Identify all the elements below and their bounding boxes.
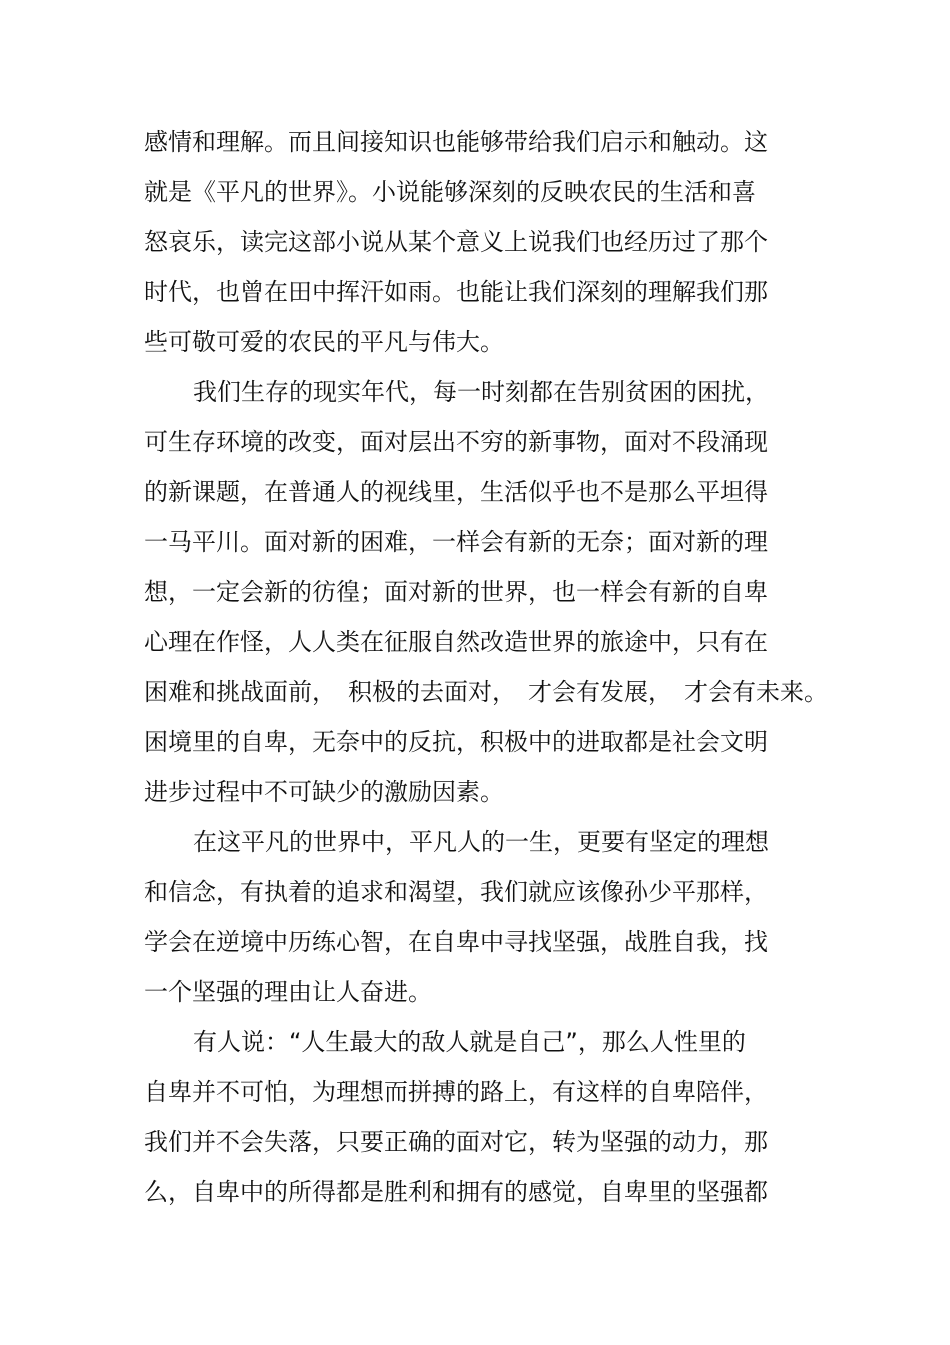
text-line: 进步过程中不可缺少的激励因素。 [144, 778, 504, 806]
text-line: 感情和理解。而且间接知识也能够带给我们启示和触动。这 [144, 128, 768, 156]
text-line: 困难和挑战面前， 积极的去面对， 才会有发展， 才会有未来。 [144, 678, 828, 706]
text-line: 想，一定会新的彷徨；面对新的世界，也一样会有新的自卑 [144, 578, 768, 606]
text-line: 时代，也曾在田中挥汗如雨。也能让我们深刻的理解我们那 [144, 278, 768, 306]
text-line: 我们并不会失落，只要正确的面对它，转为坚强的动力，那 [144, 1128, 768, 1156]
paragraph-first-line: 在这平凡的世界中，平凡人的一生，更要有坚定的理想 [193, 828, 769, 856]
text-line: 可生存环境的改变，面对层出不穷的新事物，面对不段涌现 [144, 428, 768, 456]
text-line: 么，自卑中的所得都是胜利和拥有的感觉，自卑里的坚强都 [144, 1178, 768, 1206]
text-line: 心理在作怪，人人类在征服自然改造世界的旅途中，只有在 [144, 628, 768, 656]
paragraph-first-line: 我们生存的现实年代，每一时刻都在告别贫困的困扰， [193, 378, 769, 406]
text-line: 和信念，有执着的追求和渴望，我们就应该像孙少平那样， [144, 878, 768, 906]
text-line: 就是《平凡的世界》。小说能够深刻的反映农民的生活和喜 [144, 178, 756, 206]
text-line: 自卑并不可怕，为理想而拼搏的路上，有这样的自卑陪伴， [144, 1078, 768, 1106]
text-line: 些可敬可爱的农民的平凡与伟大。 [144, 328, 504, 356]
text-line: 的新课题，在普通人的视线里，生活似乎也不是那么平坦得 [144, 478, 768, 506]
text-line: 困境里的自卑，无奈中的反抗，积极中的进取都是社会文明 [144, 728, 768, 756]
text-line: 一马平川。面对新的困难，一样会有新的无奈；面对新的理 [144, 528, 768, 556]
text-line: 怒哀乐，读完这部小说从某个意义上说我们也经历过了那个 [144, 228, 768, 256]
paragraph-first-line: 有人说：“人生最大的敌人就是自己”，那么人性里的 [193, 1028, 746, 1056]
text-line: 一个坚强的理由让人奋进。 [144, 978, 432, 1006]
text-line: 学会在逆境中历练心智，在自卑中寻找坚强，战胜自我，找 [144, 928, 768, 956]
